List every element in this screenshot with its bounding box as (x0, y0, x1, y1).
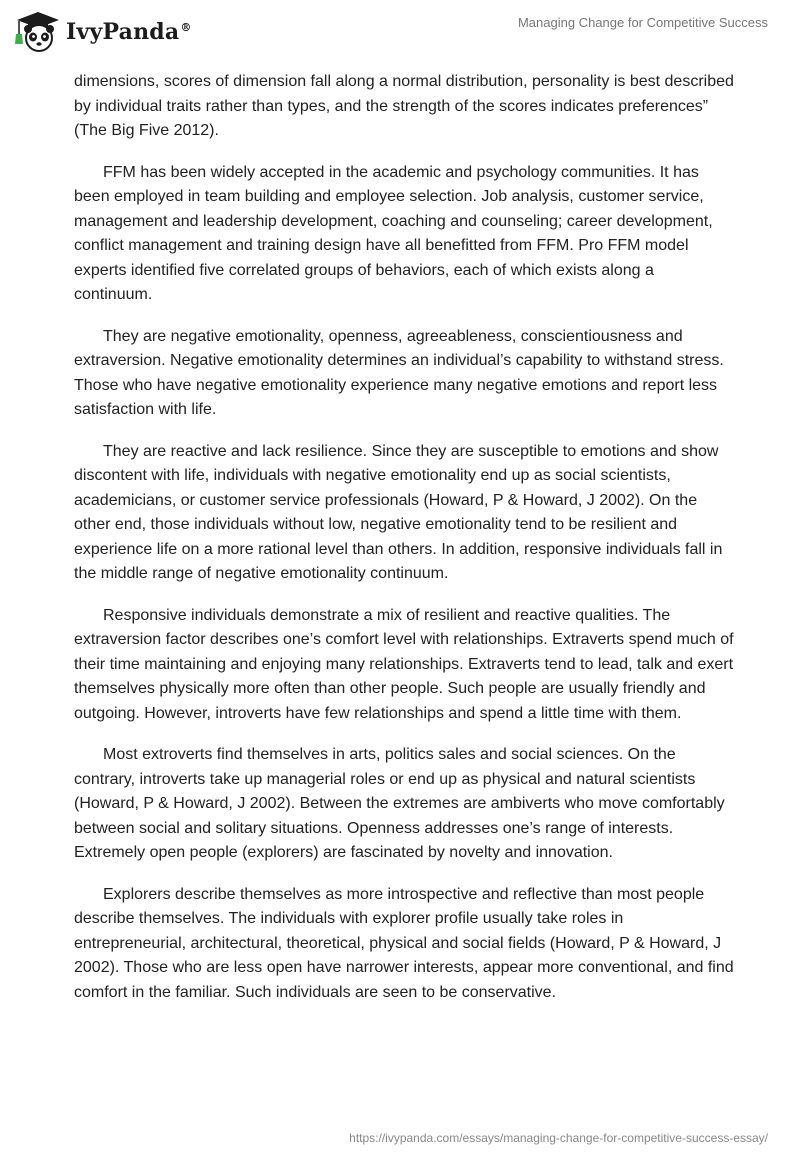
essay-body (74, 70, 734, 1022)
panda-graduate-icon (14, 10, 62, 54)
paragraph-3: They are negative emotionality, openness, agreeableness, conscientiousness and extraversion. Negative emotionality determines an individual’s capability to withstand stress. Those who have negative emotionality experience many negative emotions and report less satisfaction with life. (74, 327, 724, 418)
paragraph-4: They are reactive and lack resilience. Since they are susceptible to emotions and show discontent with life, individuals with negative emotionality end up as social scientists, academicians, or customer service professionals (Howard, P & Howard, J 2002). On the other end, those individuals without low, negative emotionality tend to be resilient and experience life on a more rational level than others. In addition, responsive individuals fall in the middle range of negative emotionality continuum. (74, 442, 723, 582)
source-url[interactable]: https://ivypanda.com/essays/managing-change-for-competitive-success-essay/ (349, 1131, 768, 1145)
paragraph-1: dimensions, scores of dimension fall along a normal distribution, personality is best described by individual traits rather than types, and the strength of the scores indicates preferences” (The Big Five 2012). (74, 73, 734, 139)
brand-name: IvyPanda® (66, 19, 192, 45)
paragraph-2: FFM has been widely accepted in the academic and psychology communities. It has been employed in team building and employee selection. Job analysis, customer service, management and leadership development, coaching and counseling; career development, conflict management and training design have all benefitted from FFM. Pro FFM model experts identified five correlated groups of behaviors, each of which exists along a continuum. (74, 163, 713, 303)
document-title: Managing Change for Competitive Success (517, 15, 768, 30)
paragraph-6: Most extroverts find themselves in arts, politics sales and social sciences. On the contrary, introverts take up managerial roles or end up as physical and natural scientists (Howard, P & Howard, J 2002). Between the extremes are ambiverts who move comfortably between social and solitary situations. Openness addresses one’s range of interests. Extremely open people (explorers) are fascinated by novelty and innovation. (74, 746, 725, 861)
page-header (0, 0, 800, 60)
paragraph-5: Responsive individuals demonstrate a mix of resilient and reactive qualities. The extraversion factor describes one’s comfort level with relationships. Extraverts spend much of their time maintaining and enjoying many relationships. Extraverts tend to lead, talk and exert themselves physically more often than other people. Such people are usually friendly and outgoing. However, introverts have few relationships and spend a little time with them. (74, 606, 734, 722)
ivypanda-logo[interactable] (14, 10, 192, 54)
paragraph-7: Explorers describe themselves as more introspective and reflective than most people describe themselves. The individuals with explorer profile usually take roles in entrepreneurial, architectural, theoretical, physical and social fields (Howard, P & Howard, J 2002). Those who are less open have narrower interests, appear more conventional, and find comfort in the familiar. Such individuals are seen to be conservative. (74, 885, 734, 1001)
